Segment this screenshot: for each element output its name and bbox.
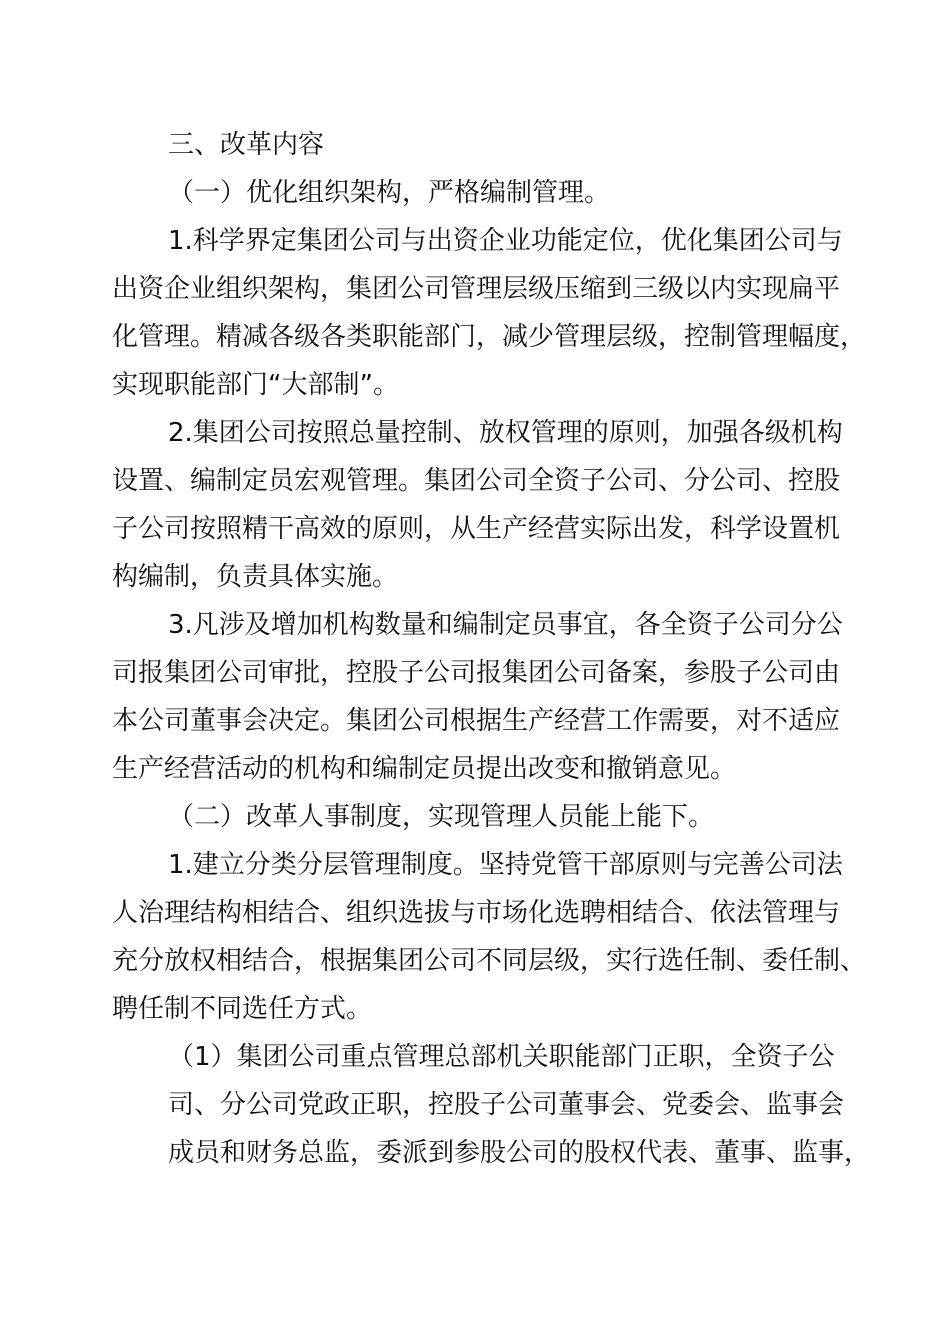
subsection-heading: （一）优化组织架构，严格编制管理。: [168, 178, 611, 208]
paragraph-line: 司、分公司党政正职，控股子公司董事会、党委会、监事会: [168, 1090, 845, 1120]
paragraph-line: 成员和财务总监，委派到参股公司的股权代表、董事、监事，: [168, 1138, 871, 1168]
subsection-heading: （二）改革人事制度，实现管理人员能上能下。: [168, 802, 715, 832]
paragraph-line: 3.凡涉及增加机构数量和编制定员事宜，各全资子公司分公: [168, 610, 843, 640]
paragraph-line: 1.建立分类分层管理制度。坚持党管干部原则与完善公司法: [168, 850, 843, 880]
paragraph-line: 设置、编制定员宏观管理。集团公司全资子公司、分公司、控股: [112, 466, 841, 496]
paragraph-line: 人治理结构相结合、组织选拔与市场化选聘相结合、依法管理与: [112, 898, 841, 928]
paragraph-line: 充分放权相结合，根据集团公司不同层级，实行选任制、委任制、: [112, 946, 867, 976]
paragraph-line: 构编制，负责具体实施。: [112, 562, 399, 592]
paragraph-line: 化管理。精减各级各类职能部门，减少管理层级，控制管理幅度，: [112, 322, 867, 352]
paragraph-line: 子公司按照精干高效的原则，从生产经营实际出发，科学设置机: [112, 514, 841, 544]
paragraph-line: 出资企业组织架构，集团公司管理层级压缩到三级以内实现扁平: [112, 274, 841, 304]
paragraph-line: 1.科学界定集团公司与出资企业功能定位，优化集团公司与: [168, 226, 843, 256]
paragraph-line: 本公司董事会决定。集团公司根据生产经营工作需要，对不适应: [112, 706, 841, 736]
section-heading: 三、改革内容: [168, 130, 325, 160]
paragraph-line: 2.集团公司按照总量控制、放权管理的原则，加强各级机构: [168, 418, 843, 448]
paragraph-line: 司报集团公司审批，控股子公司报集团公司备案，参股子公司由: [112, 658, 841, 688]
paragraph-line: 实现职能部门“大部制”。: [112, 370, 399, 400]
paragraph-line: （1）集团公司重点管理总部机关职能部门正职，全资子公: [168, 1042, 835, 1072]
paragraph-line: 生产经营活动的机构和编制定员提出改变和撤销意见。: [112, 754, 737, 784]
paragraph-line: 聘任制不同选任方式。: [112, 994, 373, 1024]
